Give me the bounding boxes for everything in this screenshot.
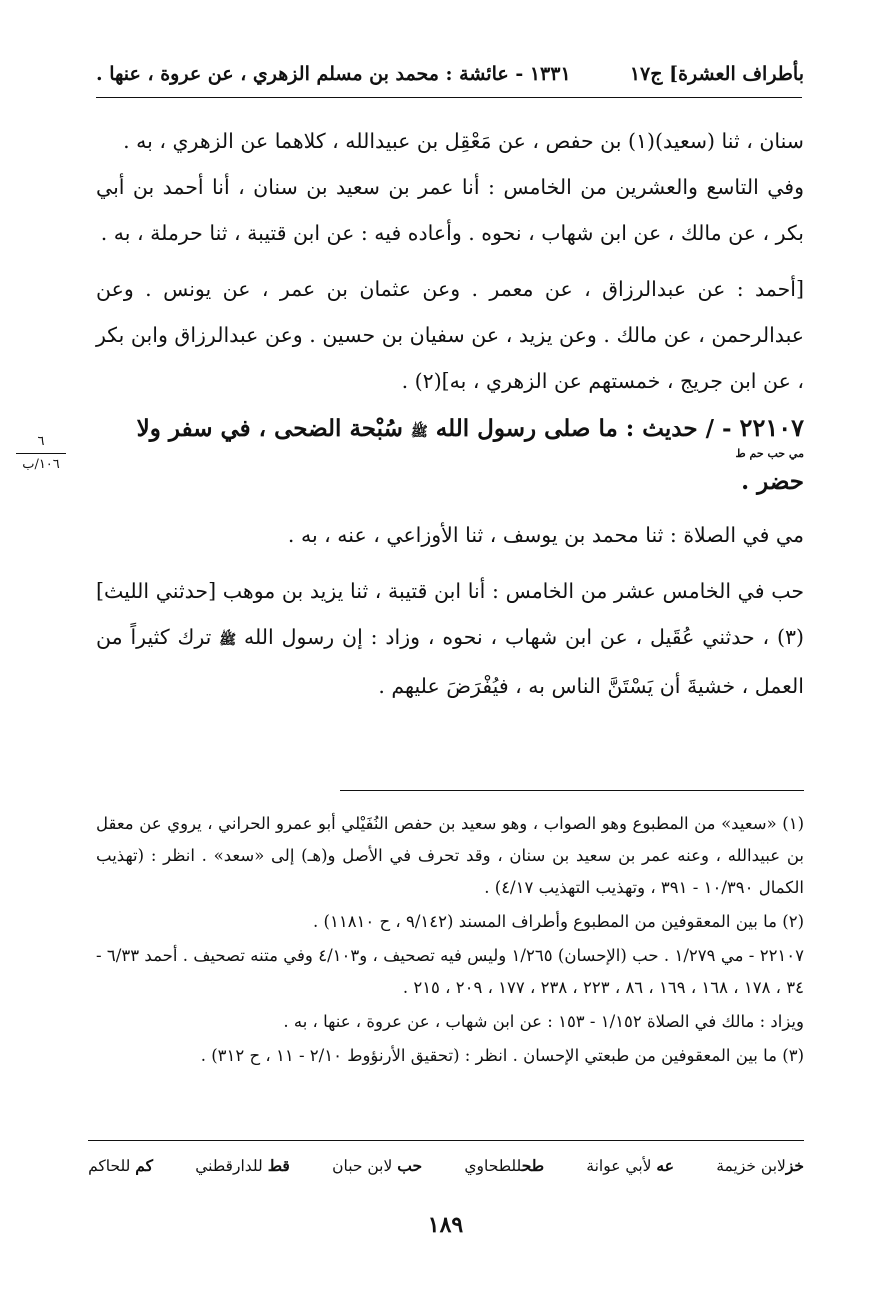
hadith-heading (96, 408, 804, 502)
main-text (96, 118, 804, 709)
paragraph-1: سنان ، ثنا (سعيد)(١) بن حفص ، عن مَعْقِل بن عبيدالله ، كلاهما عن الزهري ، به . (123, 129, 804, 153)
abbrev-item: قط للدارقطني (195, 1156, 290, 1175)
paragraph-5-a: حب في الخامس عشر من الخامس : أنا ابن قتيبة ، ثنا يزيد بن موهب [حدثني الليث](٣) ، حدثني عُقَيل ، عن ابن شهاب ، نحوه ، وزاد : إن رسول الله (96, 579, 804, 649)
page-number: ١٨٩ (427, 1212, 464, 1238)
footnote-2: (٢) ما بين المعقوفين من المطبوع وأطراف المسند (٩/١٤٢ ، ح ١١٨١٠) . (313, 912, 804, 931)
header-chain: ١٣٣١ - عائشة : محمد بن مسلم الزهري ، عن عروة ، عنها . (96, 63, 571, 85)
abbrev-item: حب لابن حبان (332, 1156, 423, 1175)
abbrev-item: كم للحاكم (88, 1156, 153, 1175)
paragraph-2: وفي التاسع والعشرين من الخامس : أنا عمر بن سعيد بن سنان ، أنا أحمد بن أبي بكر ، عن مالك ، عن ابن شهاب ، نحوه . وأعاده فيه : عن ابن قتيبة ، ثنا حرملة ، به . (96, 175, 804, 245)
footnote-rule (340, 790, 804, 791)
margin-note-divider (16, 453, 66, 454)
margin-note-bottom: ١٠٦/ب (22, 457, 60, 472)
hadith-sigla: مي حب حم ط (735, 447, 804, 460)
manuscript-margin-note (8, 434, 74, 473)
abbrev-item: خزلابن خزيمة (716, 1156, 804, 1175)
abbrev-item: عه لأبي عوانة (586, 1156, 674, 1175)
footnote-1: (١) «سعيد» من المطبوع وهو الصواب ، وهو سعيد بن حفص النُفَيْلي أبو عمرو الحراني ، يروي عن معقل بن عبيدالله ، وعنه عمر بن سعيد بن سنان ، وقد تحرف في الأصل و(هـ) إلى «سعد» . انظر : (تهذيب الكمال ١٠/٣٩٠ - ٣٩١ ، وتهذيب التهذيب ٤/١٧) . (96, 814, 804, 897)
header-book-title: بأطراف العشرة] ج١٧ (629, 63, 804, 85)
footnote-addition: ويزاد : مالك في الصلاة ١/١٥٢ - ١٥٣ : عن ابن شهاب ، عن عروة ، عنها ، به . (283, 1012, 804, 1031)
hadith-title-a: - / حديث : ما صلى رسول الله (435, 415, 732, 442)
running-header (96, 54, 804, 94)
hadith-number: ٢٢١٠٧ (739, 413, 804, 442)
abbreviation-key (88, 1156, 804, 1175)
paragraph-4: مي في الصلاة : ثنا محمد بن يوسف ، ثنا الأوزاعي ، عنه ، به . (287, 523, 804, 547)
paragraph-5-b: ترك كثيراً من العمل ، خشيةَ أن يَسْتَنَّ الناس به ، فيُفْرَضَ عليهم . (96, 625, 804, 698)
paragraph-3: [أحمد : عن عبدالرزاق ، عن معمر . وعن عثمان بن عمر ، عن يونس . وعن عبدالرحمن ، عن مالك . وعن يزيد ، عن سفيان بن حسين . وعن عبدالرزاق وابن بكر ، عن ابن جريج ، خمستهم عن الزهري ، به](٢) . (96, 277, 804, 393)
hadith-title-c: حضر . (741, 468, 804, 495)
abbrev-item: طحللطحاوي (464, 1156, 545, 1175)
salla-symbol: ﷺ (219, 632, 237, 648)
margin-note-top: ٦ (37, 434, 45, 449)
abbreviation-rule (88, 1140, 804, 1141)
salla-symbol: ﷺ (410, 424, 428, 440)
paragraph-5 (96, 568, 804, 709)
header-rule (96, 97, 802, 98)
footnote-hadith-refs: ٢٢١٠٧ - مي ١/٢٧٩ . حب (الإحسان) ١/٢٦٥ وليس فيه تصحيف ، و٤/١٠٣ وفي متنه تصحيف . أحمد ٦/٣٣ - ٣٤ ، ١٧٨ ، ١٦٨ ، ١٦٩ ، ٨٦ ، ٢٢٣ ، ٢٣٨ ، ١٧٧ ، ٢٠٩ ، ٢١٥ . (96, 946, 805, 997)
hadith-title-b: سُبْحة الضحى ، في سفر ولا (136, 415, 403, 442)
footnotes (96, 808, 804, 1074)
footnote-3: (٣) ما بين المعقوفين من طبعتي الإحسان . انظر : (تحقيق الأرنؤوط ٢/١٠ - ١١ ، ح ٣١٢) . (200, 1046, 804, 1065)
